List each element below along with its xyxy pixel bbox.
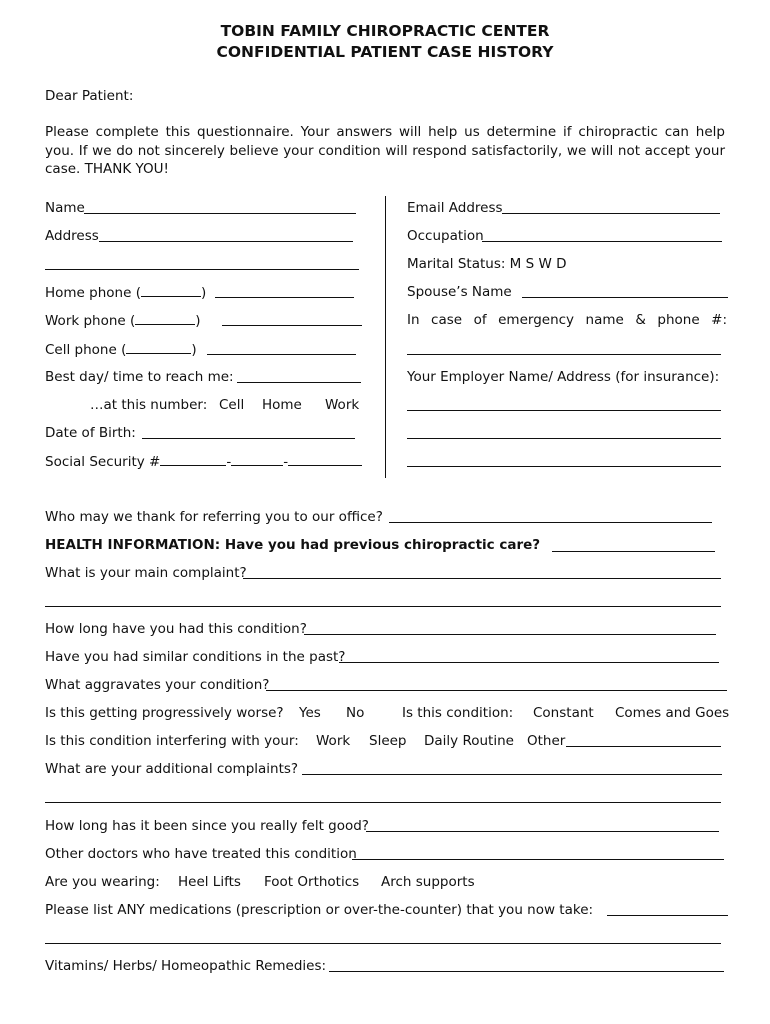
option-yes[interactable]: Yes [299, 705, 321, 721]
form-title-line2: CONFIDENTIAL PATIENT CASE HISTORY [216, 43, 554, 61]
similar-label: Have you had similar conditions in the past? [45, 649, 346, 665]
referral-field[interactable] [389, 522, 712, 523]
main-complaint-field[interactable] [243, 578, 721, 579]
wearing-label: Are you wearing: [45, 874, 160, 890]
other-doctors-label: Other doctors who have treated this condition [45, 846, 357, 862]
emergency-field[interactable] [407, 354, 721, 355]
at-number-label: …at this number: [90, 397, 208, 413]
option-constant[interactable]: Constant [533, 705, 594, 721]
ssn-sep2: - [283, 454, 289, 470]
additional-field[interactable] [302, 774, 722, 775]
work-phone-area-field[interactable] [135, 312, 195, 325]
intro-paragraph: Please complete this questionnaire. Your answers will help us determine if chiropractic can help you. If we do not sincerely believe your condition will respond satisfactorily, we will not accept your case. THANK YOU! [45, 124, 725, 177]
felt-good-label: How long has it been since you really felt good? [45, 818, 369, 834]
home-phone-paren: ) [200, 285, 207, 301]
aggravates-label: What aggravates your condition? [45, 677, 270, 693]
best-time-label: Best day/ time to reach me: [45, 369, 234, 385]
ssn-part1-field[interactable] [160, 453, 226, 466]
option-no[interactable]: No [346, 705, 365, 721]
is-condition-label: Is this condition: [402, 705, 514, 721]
previous-care-field[interactable] [552, 551, 715, 552]
interfere-other-field[interactable] [566, 746, 721, 747]
marital-status[interactable]: Marital Status: M S W D [407, 256, 567, 272]
how-long-label: How long have you had this condition? [45, 621, 307, 637]
work-phone-field[interactable] [222, 325, 362, 326]
felt-good-field[interactable] [366, 831, 719, 832]
vitamins-label: Vitamins/ Herbs/ Homeopathic Remedies: [45, 958, 327, 974]
occupation-label: Occupation [407, 228, 484, 244]
option-arch-supports[interactable]: Arch supports [381, 874, 475, 890]
main-complaint-label: What is your main complaint? [45, 565, 247, 581]
email-label: Email Address [407, 200, 503, 216]
form-title-line1: TOBIN FAMILY CHIROPRACTIC CENTER [220, 22, 550, 40]
ssn-sep1: - [226, 454, 232, 470]
column-divider [385, 196, 386, 478]
medications-field-2[interactable] [45, 943, 721, 944]
medications-label: Please list ANY medications (prescription or over-the-counter) that you now take: [45, 902, 594, 918]
greeting: Dear Patient: [45, 88, 134, 104]
emergency-label: In case of emergency name & phone #: [407, 312, 727, 328]
main-complaint-field-2[interactable] [45, 606, 721, 607]
employer-label: Your Employer Name/ Address (for insurance): [407, 369, 720, 385]
spouse-field[interactable] [522, 297, 728, 298]
how-long-field[interactable] [304, 634, 716, 635]
address-line2-field[interactable] [45, 269, 359, 270]
name-field[interactable] [84, 213, 356, 214]
additional-field-2[interactable] [45, 802, 721, 803]
option-foot-orthotics[interactable]: Foot Orthotics [264, 874, 360, 890]
best-time-field[interactable] [237, 382, 361, 383]
address-label: Address [45, 228, 99, 244]
cell-phone-area-field[interactable] [126, 341, 191, 354]
employer-field-1[interactable] [407, 410, 721, 411]
option-interfere-other[interactable]: Other [527, 733, 566, 749]
email-field[interactable] [502, 213, 720, 214]
referral-label: Who may we thank for referring you to our office? [45, 509, 383, 525]
other-doctors-field[interactable] [352, 859, 724, 860]
ssn-text: Social Security # [45, 454, 161, 470]
spouse-label: Spouse’s Name [407, 284, 512, 300]
option-work[interactable]: Work [325, 397, 360, 413]
cell-phone-field[interactable] [207, 354, 356, 355]
option-heel-lifts[interactable]: Heel Lifts [178, 874, 241, 890]
occupation-field[interactable] [482, 241, 722, 242]
work-phone-text: Work phone ( [45, 313, 136, 329]
health-info-label: HEALTH INFORMATION: Have you had previous chiropractic care? [45, 537, 541, 553]
additional-label: What are your additional complaints? [45, 761, 299, 777]
option-interfere-sleep[interactable]: Sleep [369, 733, 407, 749]
progressive-label: Is this getting progressively worse? [45, 705, 284, 721]
dob-field[interactable] [142, 438, 355, 439]
similar-field[interactable] [339, 662, 719, 663]
interfering-label: Is this condition interfering with your: [45, 733, 299, 749]
ssn-part3-field[interactable] [288, 453, 362, 466]
ssn-label [45, 453, 362, 470]
cell-phone-text: Cell phone ( [45, 342, 127, 358]
work-phone-label [45, 312, 201, 329]
option-interfere-work[interactable]: Work [316, 733, 351, 749]
home-phone-field[interactable] [215, 297, 354, 298]
address-field[interactable] [99, 241, 353, 242]
employer-field-2[interactable] [407, 438, 721, 439]
dob-label: Date of Birth: [45, 425, 136, 441]
vitamins-field[interactable] [329, 971, 724, 972]
option-interfere-daily[interactable]: Daily Routine [424, 733, 514, 749]
name-label: Name [45, 200, 85, 216]
cell-phone-paren: ) [191, 342, 197, 358]
home-phone-area-field[interactable] [141, 284, 201, 297]
medications-field[interactable] [607, 915, 728, 916]
ssn-part2-field[interactable] [231, 453, 283, 466]
option-home[interactable]: Home [262, 397, 302, 413]
aggravates-field[interactable] [266, 690, 727, 691]
home-phone-label [45, 284, 206, 301]
home-phone-text: Home phone ( [45, 285, 141, 301]
option-comes-and-goes[interactable]: Comes and Goes [615, 705, 730, 721]
employer-field-3[interactable] [407, 466, 721, 467]
cell-phone-label [45, 341, 197, 358]
option-cell[interactable]: Cell [219, 397, 245, 413]
work-phone-paren: ) [195, 313, 201, 329]
